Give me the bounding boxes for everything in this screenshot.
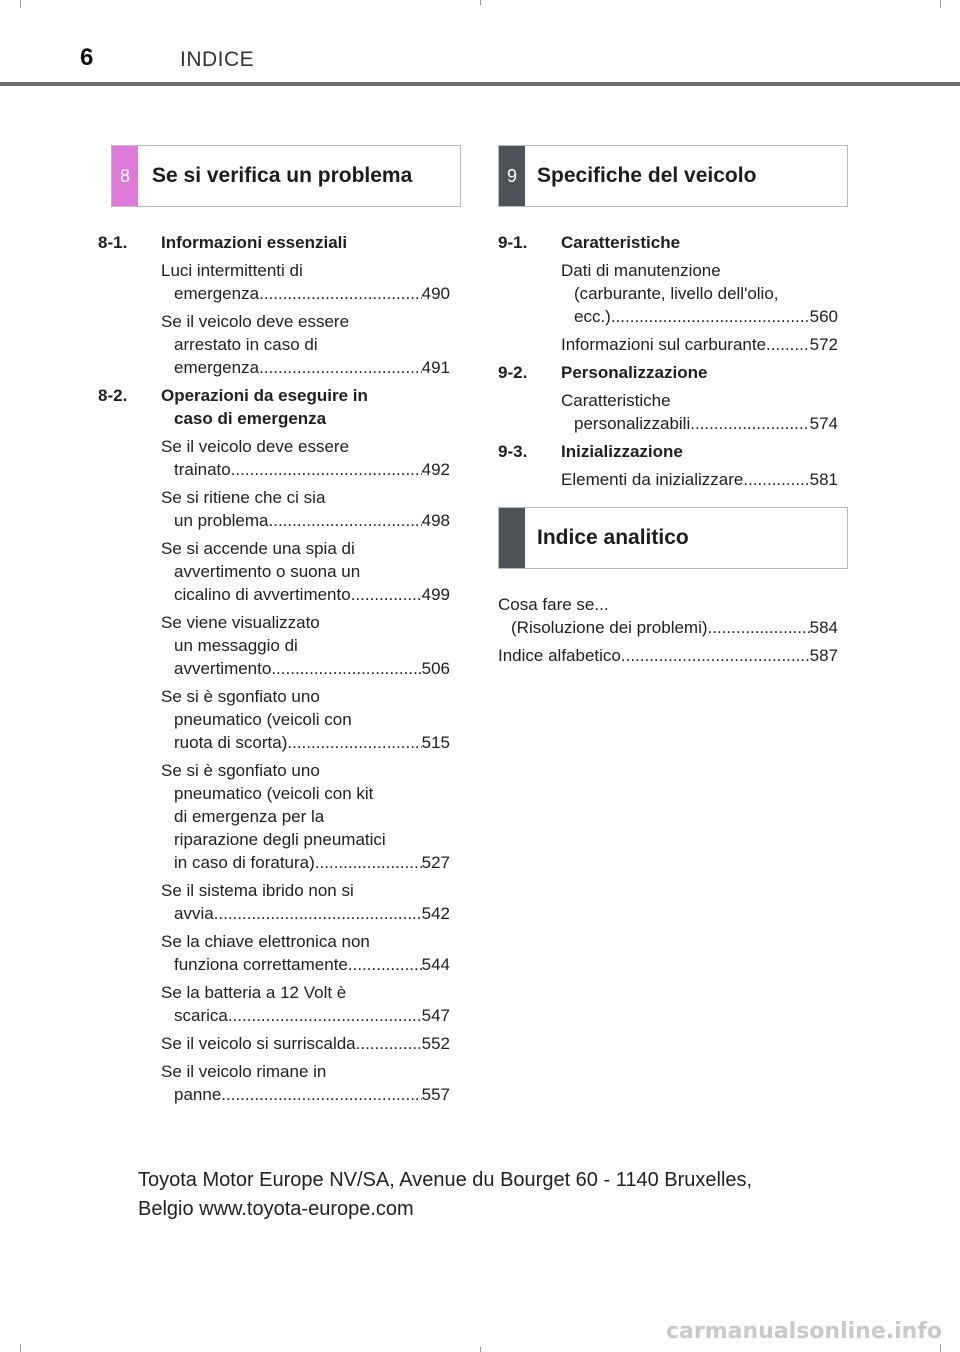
entry-last-line bbox=[161, 356, 450, 379]
dot-leader bbox=[766, 333, 810, 356]
entry-last-line bbox=[161, 583, 450, 606]
dot-leader bbox=[269, 509, 422, 532]
entry-text: avvertimento bbox=[174, 659, 272, 678]
section-8-toc bbox=[98, 231, 450, 1111]
entry-last-line bbox=[161, 953, 450, 976]
entry-last-line bbox=[561, 333, 838, 356]
entry-text-line: Se la batteria a 12 Volt è bbox=[161, 983, 347, 1002]
entry-page-number: 584 bbox=[809, 618, 838, 637]
toc-entry[interactable] bbox=[161, 759, 450, 874]
entry-page-number: 492 bbox=[421, 460, 450, 479]
entry-text: ecc.) bbox=[574, 307, 611, 326]
entry-page-number: 547 bbox=[421, 1006, 450, 1025]
entry-text: un problema bbox=[174, 511, 269, 530]
toc-group-heading bbox=[498, 231, 838, 254]
entry-text: Informazioni sul carburante bbox=[561, 335, 767, 354]
entry-text-line: Se il veicolo rimane in bbox=[161, 1062, 327, 1081]
toc-group-number: 8-2. bbox=[98, 386, 128, 405]
toc-entry[interactable] bbox=[161, 537, 450, 606]
toc-group-number: 9-1. bbox=[498, 233, 528, 252]
crop-mark bbox=[480, 1347, 481, 1352]
entry-text-line: Se la chiave elettronica non bbox=[161, 932, 370, 951]
entry-last-line bbox=[561, 412, 838, 435]
entry-page-number: 490 bbox=[421, 284, 450, 303]
entry-text: cicalino di avvertimento bbox=[174, 585, 351, 604]
toc-entry[interactable] bbox=[498, 593, 838, 639]
toc-entry[interactable] bbox=[161, 486, 450, 532]
entry-page-number: 499 bbox=[421, 585, 450, 604]
dot-leader bbox=[743, 468, 809, 491]
crop-mark bbox=[20, 1344, 21, 1352]
toc-group-title: caso di emergenza bbox=[174, 409, 327, 428]
entry-text: (Risoluzione dei problemi) bbox=[511, 618, 708, 637]
toc-entry[interactable] bbox=[161, 930, 450, 976]
toc-entry[interactable] bbox=[161, 435, 450, 481]
dot-leader bbox=[621, 644, 810, 667]
toc-group-title: Operazioni da eseguire in bbox=[161, 386, 368, 405]
toc-group-title: Informazioni essenziali bbox=[161, 233, 348, 252]
entry-page-number: 491 bbox=[421, 358, 450, 377]
toc-entry[interactable] bbox=[161, 310, 450, 379]
entry-page-number: 581 bbox=[809, 470, 838, 489]
entry-page-number: 527 bbox=[421, 853, 450, 872]
entry-text-line: pneumatico (veicoli con bbox=[174, 710, 352, 729]
toc-entry[interactable] bbox=[161, 259, 450, 305]
page-number: 6 bbox=[80, 44, 94, 71]
toc-entry[interactable] bbox=[561, 333, 838, 356]
entry-text-line: Luci intermittenti di bbox=[161, 261, 303, 280]
entry-text-line: di emergenza per la bbox=[174, 807, 325, 826]
toc-entry[interactable] bbox=[161, 611, 450, 680]
entry-text: personalizzabili bbox=[574, 414, 691, 433]
toc-group-heading bbox=[498, 361, 838, 384]
footer-line-2: Belgio www.toyota-europe.com bbox=[138, 1198, 414, 1220]
entry-text: Indice alfabetico bbox=[498, 646, 621, 665]
entry-text: ruota di scorta) bbox=[174, 733, 288, 752]
dot-leader bbox=[351, 583, 422, 606]
entry-text-line: arrestato in caso di bbox=[174, 335, 318, 354]
toc-entry[interactable] bbox=[561, 468, 838, 491]
dot-leader bbox=[228, 1004, 422, 1027]
entry-text: Se il veicolo si surriscalda bbox=[161, 1034, 356, 1053]
entry-text-line: (carburante, livello dell'olio, bbox=[574, 284, 779, 303]
entry-text-line: pneumatico (veicoli con kit bbox=[174, 784, 374, 803]
entry-last-line bbox=[161, 282, 450, 305]
dot-leader bbox=[315, 851, 422, 874]
entry-text: avvia bbox=[174, 904, 214, 923]
index-heading bbox=[498, 507, 848, 569]
entry-page-number: 506 bbox=[421, 659, 450, 678]
entry-last-line bbox=[161, 1032, 450, 1055]
entry-last-line bbox=[561, 305, 838, 328]
toc-group-number: 9-2. bbox=[498, 363, 528, 382]
entry-text: in caso di foratura) bbox=[174, 853, 315, 872]
dot-leader bbox=[221, 1083, 421, 1106]
toc-entry[interactable] bbox=[161, 981, 450, 1027]
crop-mark bbox=[940, 1344, 941, 1352]
section-9-heading bbox=[498, 145, 848, 207]
entry-last-line bbox=[161, 1004, 450, 1027]
entry-text: scarica bbox=[174, 1006, 228, 1025]
entry-text-line: Dati di manutenzione bbox=[561, 261, 721, 280]
entry-last-line bbox=[161, 509, 450, 532]
page-header bbox=[0, 0, 960, 88]
header-divider bbox=[0, 82, 960, 86]
entry-last-line bbox=[161, 731, 450, 754]
entry-page-number: 574 bbox=[809, 414, 838, 433]
entry-last-line bbox=[498, 644, 838, 667]
entry-page-number: 498 bbox=[421, 511, 450, 530]
section-9-tab: 9 bbox=[499, 146, 525, 206]
entry-last-line bbox=[161, 902, 450, 925]
entry-text-line: avvertimento o suona un bbox=[174, 562, 361, 581]
toc-entry[interactable] bbox=[161, 685, 450, 754]
entry-page-number: 557 bbox=[421, 1085, 450, 1104]
publisher-footer bbox=[138, 1166, 752, 1224]
entry-text-line: Se viene visualizzato bbox=[161, 613, 320, 632]
toc-group-heading bbox=[498, 440, 838, 463]
dot-leader bbox=[348, 953, 422, 976]
index-title: Indice analitico bbox=[537, 526, 689, 549]
entry-text: funziona correttamente bbox=[174, 955, 348, 974]
entry-page-number: 560 bbox=[809, 307, 838, 326]
dot-leader bbox=[214, 902, 422, 925]
entry-text-line: Se si è sgonfiato uno bbox=[161, 687, 320, 706]
entry-text-line: Se si ritiene che ci sia bbox=[161, 488, 326, 507]
dot-leader bbox=[287, 731, 421, 754]
entry-text-line: Cosa fare se... bbox=[498, 595, 609, 614]
entry-last-line bbox=[498, 616, 838, 639]
watermark: carmanualsonline.info bbox=[666, 1319, 942, 1344]
entry-text: panne bbox=[174, 1085, 222, 1104]
entry-text: emergenza bbox=[174, 284, 260, 303]
toc-entry[interactable] bbox=[498, 644, 838, 667]
dot-leader bbox=[231, 458, 422, 481]
entry-text-line: Se si accende una spia di bbox=[161, 539, 355, 558]
entry-page-number: 587 bbox=[809, 646, 838, 665]
entry-last-line bbox=[161, 851, 450, 874]
entry-page-number: 572 bbox=[809, 335, 838, 354]
entry-text-line: Se si è sgonfiato uno bbox=[161, 761, 320, 780]
toc-group-number: 9-3. bbox=[498, 442, 528, 461]
entry-page-number: 552 bbox=[421, 1034, 450, 1053]
dot-leader bbox=[708, 616, 810, 639]
dot-leader bbox=[690, 412, 809, 435]
entry-text: Elementi da inizializzare bbox=[561, 470, 744, 489]
toc-group-title: Personalizzazione bbox=[561, 363, 708, 382]
section-9-title: Specifiche del veicolo bbox=[537, 164, 757, 187]
entry-page-number: 515 bbox=[421, 733, 450, 752]
section-8-title: Se si verifica un problema bbox=[152, 164, 413, 187]
entry-last-line bbox=[161, 657, 450, 680]
toc-group-heading bbox=[98, 231, 450, 254]
dot-leader bbox=[259, 282, 422, 305]
dot-leader bbox=[271, 657, 421, 680]
toc-entry[interactable] bbox=[161, 1060, 450, 1106]
toc-group-title: Inizializzazione bbox=[561, 442, 683, 461]
entry-last-line bbox=[561, 468, 838, 491]
entry-text-line: Se il sistema ibrido non si bbox=[161, 881, 354, 900]
toc-group-heading bbox=[98, 384, 450, 430]
toc-entry[interactable] bbox=[561, 389, 838, 435]
entry-text-line: un messaggio di bbox=[174, 636, 298, 655]
section-8-heading bbox=[111, 145, 461, 207]
dot-leader bbox=[259, 356, 422, 379]
page-title: INDICE bbox=[180, 48, 255, 71]
index-toc bbox=[498, 593, 838, 672]
toc-group-number: 8-1. bbox=[98, 233, 128, 252]
footer-line-1: Toyota Motor Europe NV/SA, Avenue du Bourget 60 - 1140 Bruxelles, bbox=[138, 1169, 753, 1191]
entry-page-number: 542 bbox=[421, 904, 450, 923]
entry-text: trainato bbox=[174, 460, 231, 479]
index-tab bbox=[499, 508, 525, 568]
entry-last-line bbox=[161, 1083, 450, 1106]
entry-page-number: 544 bbox=[421, 955, 450, 974]
dot-leader bbox=[611, 305, 810, 328]
toc-group-title: Caratteristiche bbox=[561, 233, 681, 252]
toc-entry[interactable] bbox=[161, 1032, 450, 1055]
entry-text-line: riparazione degli pneumatici bbox=[174, 830, 386, 849]
dot-leader bbox=[356, 1032, 422, 1055]
toc-entry[interactable] bbox=[561, 259, 838, 328]
toc-entry[interactable] bbox=[161, 879, 450, 925]
section-9-toc bbox=[498, 231, 838, 496]
entry-text-line: Se il veicolo deve essere bbox=[161, 312, 350, 331]
entry-text: emergenza bbox=[174, 358, 260, 377]
entry-text-line: Caratteristiche bbox=[561, 391, 671, 410]
section-8-tab: 8 bbox=[112, 146, 138, 206]
entry-text-line: Se il veicolo deve essere bbox=[161, 437, 350, 456]
entry-last-line bbox=[161, 458, 450, 481]
